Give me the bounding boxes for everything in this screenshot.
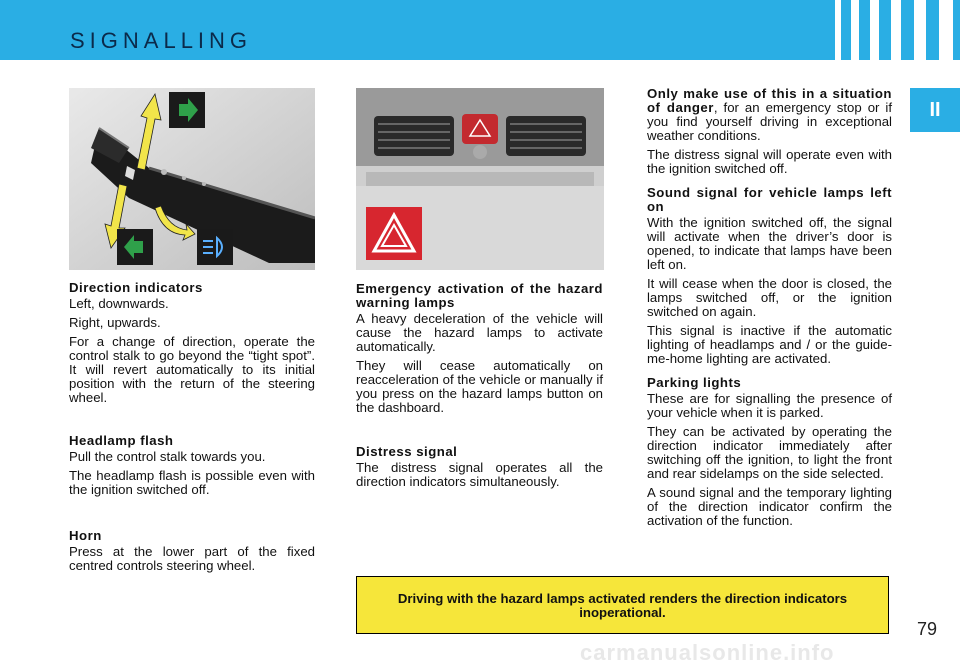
heading-distress-signal: Distress signal xyxy=(356,444,458,459)
emphasis: Only make use of this in a situation of danger xyxy=(647,86,892,115)
heading-direction-indicators: Direction indicators xyxy=(69,280,203,295)
paragraph: It will cease when the door is closed, the lamps switched off, or the ignition switched on again. xyxy=(647,276,892,319)
arrow-right-icon xyxy=(169,92,205,128)
text: , for an emergency stop or if you find yourself driving in exceptional weather conditions. xyxy=(647,100,893,143)
paragraph: Left, downwards. xyxy=(69,296,169,311)
column-left-horn xyxy=(69,529,315,578)
paragraph: For a change of direction, operate the control stalk to go beyond the “tight spot”. It will revert automatically to its initial position with the return of the steering wheel. xyxy=(69,334,315,405)
heading-horn: Horn xyxy=(69,528,102,543)
paragraph xyxy=(647,87,892,143)
column-middle xyxy=(356,282,603,420)
paragraph: They can be activated by operating the direction indicator immediately after switching off the ignition, to light the front and rear sidelamps on the side selected. xyxy=(647,424,892,481)
column-middle-distress xyxy=(356,445,603,494)
page-title: SIGNALLING xyxy=(70,28,253,53)
heading-parking-lights: Parking lights xyxy=(647,375,742,390)
page-header xyxy=(0,0,960,60)
paragraph: The distress signal will operate even with the ignition switched off. xyxy=(647,147,892,176)
stalk-photo xyxy=(69,88,315,270)
heading-emergency-activation: Emergency activation of the hazard warning lamps xyxy=(356,281,603,310)
paragraph: Right, upwards. xyxy=(69,315,161,330)
heading-sound-signal: Sound signal for vehicle lamps left on xyxy=(647,185,892,214)
hazard-triangle-icon xyxy=(366,207,422,260)
arrow-left-icon xyxy=(117,229,153,265)
paragraph: The headlamp flash is possible even with the ignition switched off. xyxy=(69,468,315,497)
header-stripes xyxy=(835,0,960,60)
paragraph: With the ignition switched off, the signal will activate when the driver’s door is opened, to indicate that lamps have been left on. xyxy=(647,215,892,272)
column-left xyxy=(69,281,315,410)
headlamp-icon xyxy=(197,229,233,265)
paragraph: They will cease automatically on reacceleration of the vehicle or manually if you press on the hazard lamps button on the dashboard. xyxy=(356,358,603,415)
dashboard-photo xyxy=(356,88,604,270)
column-left-flash xyxy=(69,434,315,502)
paragraph: This signal is inactive if the automatic lighting of headlamps and / or the guide-me-home lighting are activated. xyxy=(647,323,892,366)
paragraph: The distress signal operates all the direction indicators simultaneously. xyxy=(356,460,603,489)
paragraph: A heavy deceleration of the vehicle will cause the hazard lamps to activate automatically. xyxy=(356,311,603,354)
warning-box: Driving with the hazard lamps activated renders the direction indicators inoperational. xyxy=(356,576,889,634)
column-right xyxy=(647,87,892,533)
watermark: carmanualsonline.info xyxy=(580,640,835,665)
paragraph: These are for signalling the presence of your vehicle when it is parked. xyxy=(647,391,892,420)
page-number: 79 xyxy=(917,619,938,639)
paragraph: Press at the lower part of the fixed centred controls steering wheel. xyxy=(69,544,315,573)
paragraph: Pull the control stalk towards you. xyxy=(69,449,266,464)
section-tab: II xyxy=(910,88,960,132)
heading-headlamp-flash: Headlamp flash xyxy=(69,433,174,448)
paragraph: A sound signal and the temporary lighting of the direction indicator confirm the activation of the function. xyxy=(647,485,892,528)
